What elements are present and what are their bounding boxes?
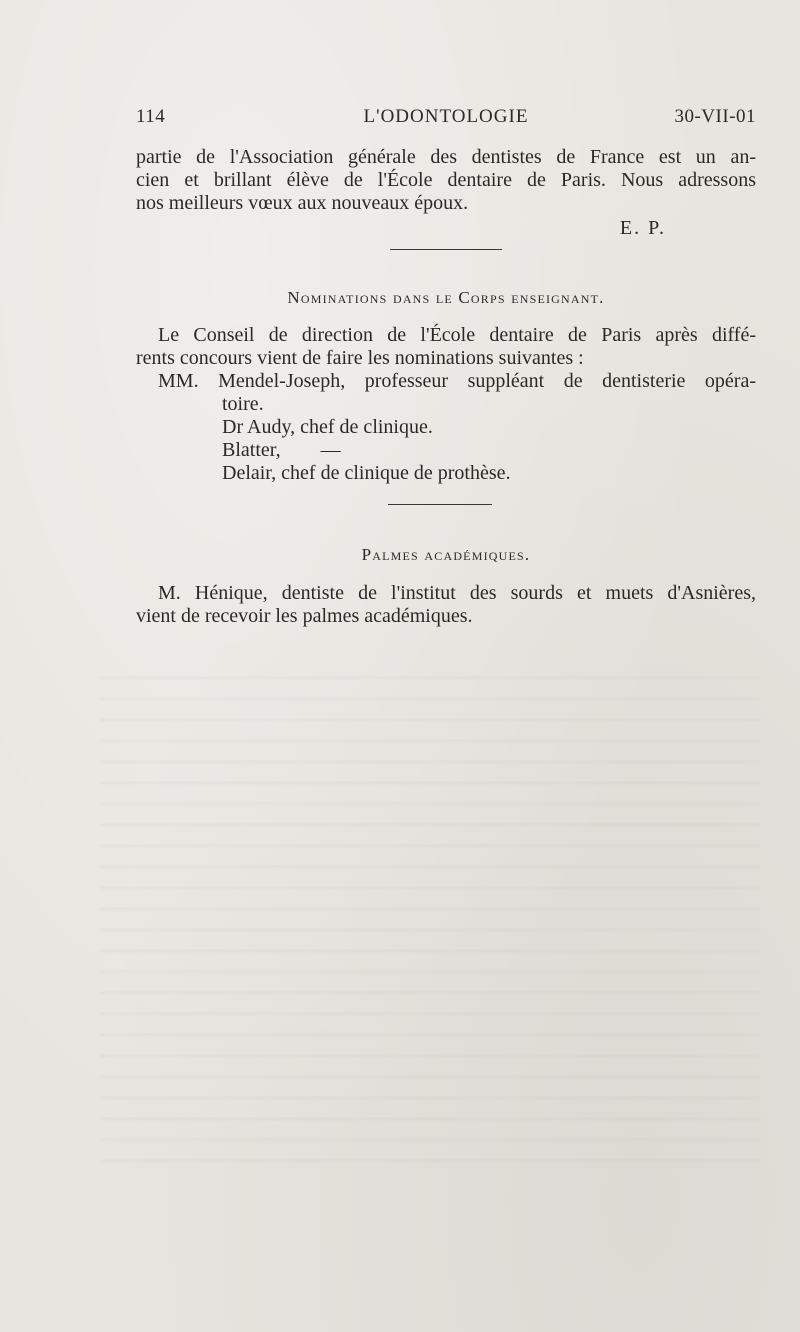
- page-number: 114: [136, 106, 166, 127]
- section-title-nominations: Nominations dans le Corps enseignant.: [287, 288, 605, 307]
- nomination-blatter: Blatter, —: [222, 439, 341, 461]
- intro-line-1: partie de l'Association générale des dentistes de France est un an-: [136, 146, 756, 168]
- intro-line-3: nos meilleurs vœux aux nouveaux époux.: [136, 192, 469, 214]
- running-header: [136, 106, 756, 134]
- nominations-para-line-2: rents concours vient de faire les nominations suivantes :: [136, 347, 584, 369]
- palmes-line-1: M. Hénique, dentiste de l'institut des sourds et muets d'Asnières,: [158, 582, 756, 604]
- nomination-mendel-joseph: MM. Mendel-Joseph, professeur suppléant de dentisterie opéra-: [158, 370, 756, 392]
- nomination-audy: Dr Audy, chef de clinique.: [222, 416, 433, 438]
- issue-date: 30-VII-01: [674, 106, 756, 127]
- palmes-line-2: vient de recevoir les palmes académiques.: [136, 605, 473, 627]
- divider-rule: [390, 249, 502, 250]
- nomination-mendel-joseph-cont: toire.: [222, 393, 264, 415]
- signature: E. P.: [619, 217, 666, 239]
- bleed-through-texture: [100, 660, 760, 1180]
- intro-line-2: cien et brillant élève de l'École dentaire de Paris. Nous adressons: [136, 169, 756, 191]
- nominations-para-line-1: Le Conseil de direction de l'École dentaire de Paris après diffé-: [158, 324, 756, 346]
- nomination-delair: Delair, chef de clinique de prothèse.: [222, 462, 511, 484]
- journal-title: L'ODONTOLOGIE: [363, 106, 529, 127]
- section-title-palmes: Palmes académiques.: [361, 545, 531, 564]
- divider-rule-2: [388, 504, 492, 505]
